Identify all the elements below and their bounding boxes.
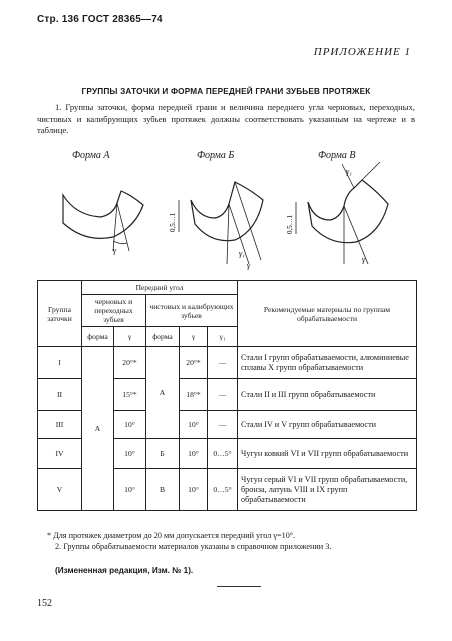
cell-group: III	[38, 411, 82, 439]
head-rough-teeth: черновых и переходных зубьев	[82, 295, 146, 327]
cell-gamma-2: 20°*	[180, 347, 208, 379]
cell-gamma1: 0…5°	[208, 439, 238, 469]
cell-group: V	[38, 469, 82, 511]
head-form: форма	[82, 327, 114, 347]
figure-a-drawing	[55, 165, 155, 255]
figure-a-gamma: γ	[113, 246, 117, 255]
sharpening-groups-table	[37, 280, 417, 511]
figure-v-label: Форма В	[318, 150, 356, 161]
head-angle: Передний угол	[82, 281, 238, 295]
cell-form-finish: А	[146, 347, 180, 439]
figure-b-gamma: γ	[247, 261, 251, 270]
intro-paragraph: 1. Группы заточки, форма передней грани и величина переднего угла черновых, переходных, чистовых и калибрующих зубьев протяжек должны соответствовать указанным на чертеже и в таблице.	[37, 102, 415, 135]
cell-gamma-2: 10°	[180, 411, 208, 439]
footnote-star: * Для протяжек диаметром до 20 мм допускается передний угол γ=10°.	[47, 531, 296, 540]
cell-form-finish: В	[146, 469, 180, 511]
head-gamma-2: γ	[180, 327, 208, 347]
figure-b-drawing	[165, 160, 275, 270]
head-group: Группа заточки	[38, 281, 82, 347]
head-form-2: форма	[146, 327, 180, 347]
table-row	[38, 347, 417, 379]
cell-form-finish: Б	[146, 439, 180, 469]
cell-group: I	[38, 347, 82, 379]
figure-b-gamma1: γ₁	[239, 249, 245, 258]
cell-gamma-2: 10°	[180, 439, 208, 469]
cell-gamma: 10°	[114, 469, 146, 511]
figure-v-gamma: γ	[362, 255, 366, 264]
cell-gamma-2: 10°	[180, 469, 208, 511]
footnote-groups: 2. Группы обрабатываемости материалов указаны в справочном приложении 3.	[55, 542, 332, 551]
figure-a-label: Форма А	[72, 150, 110, 161]
head-finish-teeth: чистовых и калибрующих зубьев	[146, 295, 238, 327]
head-gamma: γ	[114, 327, 146, 347]
figure-v-dimension: 0,5…1	[286, 214, 294, 234]
page-number: 152	[37, 598, 52, 609]
cell-gamma: 10°	[114, 439, 146, 469]
cell-group: IV	[38, 439, 82, 469]
divider	[217, 586, 261, 587]
figure-b-dimension: 0,5…1	[169, 212, 177, 232]
document-header: Стр. 136 ГОСТ 28365—74	[37, 14, 163, 25]
cell-gamma1: 0…5°	[208, 469, 238, 511]
cell-recommended: Стали IV и V групп обрабатываемости	[238, 411, 417, 439]
head-recommended: Рекомендуемые материалы по группам обрабатываемости	[238, 281, 417, 347]
change-note: (Измененная редакция, Изм. № 1).	[55, 566, 194, 575]
figure-v-gamma1: γ₁	[346, 167, 352, 176]
cell-recommended: Стали II и III групп обрабатываемости	[238, 379, 417, 411]
cell-gamma: 15°*	[114, 379, 146, 411]
cell-recommended: Чугун ковкий VI и VII групп обрабатываемости	[238, 439, 417, 469]
cell-gamma: 10°	[114, 411, 146, 439]
head-gamma1: γ₁	[208, 327, 238, 347]
cell-form-rough: А	[82, 347, 114, 511]
section-title: ГРУППЫ ЗАТОЧКИ И ФОРМА ПЕРЕДНЕЙ ГРАНИ ЗУБЬЕВ ПРОТЯЖЕК	[81, 87, 371, 96]
figure-b-label: Форма Б	[197, 150, 235, 161]
cell-gamma1: —	[208, 379, 238, 411]
cell-gamma: 20°*	[114, 347, 146, 379]
appendix-label: ПРИЛОЖЕНИЕ 1	[313, 46, 411, 58]
cell-group: II	[38, 379, 82, 411]
figure-v-drawing	[282, 160, 397, 270]
cell-gamma1: —	[208, 347, 238, 379]
cell-recommended: Стали I групп обрабатываемости, алюминиевые сплавы X групп обрабатываемости	[238, 347, 417, 379]
cell-gamma1: —	[208, 411, 238, 439]
cell-gamma-2: 18°*	[180, 379, 208, 411]
cell-recommended: Чугун серый VI и VII групп обрабатываемости, бронза, латунь VIII и IX групп обрабатываемости	[238, 469, 417, 511]
